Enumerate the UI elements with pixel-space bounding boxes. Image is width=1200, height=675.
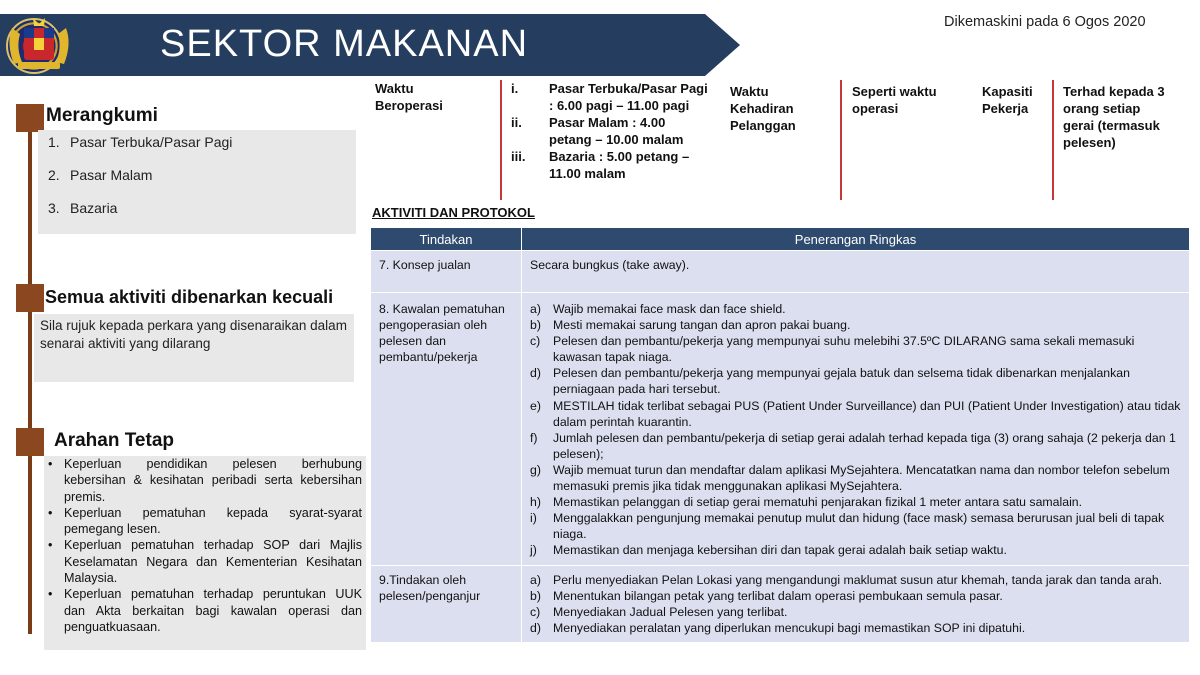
exceptions-text: Sila rujuk kepada perkara yang disenaraikan dalam senarai aktiviti yang dilarang [40,318,347,351]
table-header-row [371,228,1190,251]
list-text: Mesti memakai sarung tangan dan apron pakai buang. [553,318,851,333]
divider [1052,80,1054,200]
action-cell: 7. Konsep jualan [371,251,522,293]
list-letter: h) [530,495,541,510]
list-number: 1. [48,134,60,150]
hours-label: Waktu Beroperasi [375,81,443,113]
summary-box [38,130,356,234]
action-cell: 9.Tindakan oleh pelesen/penganjur [371,565,522,642]
list-text: Memastikan dan menjaga kebersihan diri dan tapak gerai adalah baik setiap waktu. [553,543,1007,558]
directives-title: Arahan Tetap [54,430,175,451]
list-text: Jumlah pelesen dan pembantu/pekerja di setiap gerai adalah terhad kepada tiga (3) orang sahaja (2 pekerja dan 1 pelesen); [553,430,1176,461]
section-marker [16,284,44,312]
hours-list [511,80,711,182]
description-cell [522,565,1190,642]
list-text: Bazaria [70,200,118,216]
list-item: • Keperluan pendidikan pelesen berhubung kebersihan & kesihatan peribadi serta kebersihan premis. [48,456,362,505]
list-letter: a) [530,302,541,316]
list-item [530,494,1181,510]
list-letter: j) [530,543,537,558]
list-number: ii. [511,115,522,130]
list-text: Menggalakkan pengunjung memakai penutup mulut dan hidung (face mask) semasa berurusan jual beli di tapak niaga. [553,511,1165,542]
list-text: MESTILAH tidak terlibat sebagai PUS (Patient Under Surveillance) dan PUI (Patient Under Investigation) atau tidak dalam perintah kuarantin. [553,398,1181,429]
exceptions-box [34,314,354,382]
directives-box [44,456,366,650]
list-item [530,365,1181,397]
list-text: Memastikan pelanggan di setiap gerai mematuhi penjarakan fizikal 1 meter antara satu samalain. [553,495,1083,510]
list-letter: i) [530,511,537,526]
section-marker [16,428,44,456]
activities-heading: AKTIVITI DAN PROTOKOL [372,205,535,220]
summary-list [48,134,346,216]
coat-of-arms-logo [0,14,78,72]
list-text: Pasar Malam : 4.00 petang – 10.00 malam [549,115,684,147]
table-row [371,251,1190,293]
list-item [530,572,1181,588]
list-letter: d) [530,620,541,635]
summary-title: Merangkumi [46,105,158,126]
list-item [530,542,1181,558]
activities-table [370,227,1190,643]
list-item [511,114,711,148]
updated-date: Dikemaskini pada 6 Ogos 2020 [944,14,1146,30]
list-item [48,167,346,183]
header-banner [0,14,740,76]
action-cell: 8. Kawalan pematuhan pengoperasian oleh pelesen dan pembantu/pekerja [371,293,522,566]
list-item [530,317,1181,333]
list-item [530,604,1181,620]
page-title: SEKTOR MAKANAN [160,23,529,65]
attendance-label: Waktu Kehadiran Pelanggan [730,84,796,133]
attendance-value: Seperti waktu operasi [852,84,937,116]
description-cell [522,251,1190,293]
list-letter: a) [530,572,541,587]
list-item [511,80,711,114]
divider [840,80,842,200]
list-number: 3. [48,200,60,216]
list-text: Perlu menyediakan Pelan Lokasi yang mengandungi maklumat susun atur khemah, tanda jarak dan tanda arah. [553,572,1163,587]
list-letter: c) [530,604,541,619]
capacity-label: Kapasiti Pekerja [982,84,1033,116]
list-number: 2. [48,167,60,183]
exceptions-title: Semua aktiviti dibenarkan kecuali [45,287,334,307]
list-letter: e) [530,398,541,413]
timeline-line [28,104,32,634]
list-letter: b) [530,588,541,603]
list-letter: f) [530,430,538,445]
list-text: Wajib memakai face mask dan face shield. [553,302,786,316]
list-item [530,462,1181,494]
divider [500,80,502,200]
list-letter: d) [530,366,541,381]
protocol-list [530,572,1181,636]
section-marker [16,104,44,132]
list-item [530,430,1181,462]
list-text: Pasar Terbuka/Pasar Pagi [70,134,233,150]
list-item [48,200,346,216]
list-letter: b) [530,318,541,333]
list-item [530,301,1181,317]
list-item [530,333,1181,365]
list-text: Menentukan bilangan petak yang terlibat dalam operasi pembukaan semula pasar. [553,588,1003,603]
directives-list [48,456,362,635]
protocol-list [530,301,1181,559]
list-item [530,398,1181,430]
list-text: Pelesen dan pembantu/pekerja yang mempunyai suhu melebihi 37.5ºC DILARANG sama sekali memasuki kawasan tapak niaga. [553,334,1135,365]
description-cell [522,293,1190,566]
table-row [371,293,1190,566]
list-item [530,510,1181,542]
list-letter: g) [530,462,541,477]
hours-list-block [511,80,711,182]
list-item: • Keperluan pematuhan terhadap peruntukan UUK dan Akta berkaitan bagi kawalan operasi dan penguatkuasaan. [48,586,362,635]
list-number: iii. [511,149,526,164]
column-header: Tindakan [371,228,522,251]
list-number: i. [511,81,519,96]
list-text: Menyediakan peralatan yang diperlukan mencukupi bagi memastikan SOP ini dipatuhi. [553,620,1026,635]
list-text: Bazaria : 5.00 petang – 11.00 malam [549,149,690,181]
description-text: Secara bungkus (take away). [530,258,690,272]
list-item: • Keperluan pematuhan kepada syarat-syarat pemegang lesen. [48,505,362,538]
table-row [371,565,1190,642]
list-item [48,134,346,150]
list-text: Wajib memuat turun dan mendaftar dalam aplikasi MySejahtera. Mencatatkan nama dan nombor telefon sebelum memasuki premis jika tidak menggunakan aplikasi MySejahtera. [553,462,1170,494]
list-text: Pasar Terbuka/Pasar Pagi : 6.00 pagi – 11.00 pagi [549,81,708,113]
list-item: • Keperluan pematuhan terhadap SOP dari Majlis Keselamatan Negara dan Kementerian Kesihatan Malaysia. [48,537,362,586]
list-text: Pasar Malam [70,167,153,183]
capacity-value: Terhad kepada 3 orang setiap gerai (termasuk pelesen) [1063,84,1165,150]
list-item [511,148,711,182]
column-header: Penerangan Ringkas [522,228,1190,251]
list-text: Menyediakan Jadual Pelesen yang terlibat. [553,604,788,619]
list-text: Pelesen dan pembantu/pekerja yang mempunyai gejala batuk dan selsema tidak dibenarkan menjalankan perniagaan pada hari tersebut. [553,366,1130,397]
list-letter: c) [530,334,541,349]
list-item [530,620,1181,636]
list-item [530,588,1181,604]
